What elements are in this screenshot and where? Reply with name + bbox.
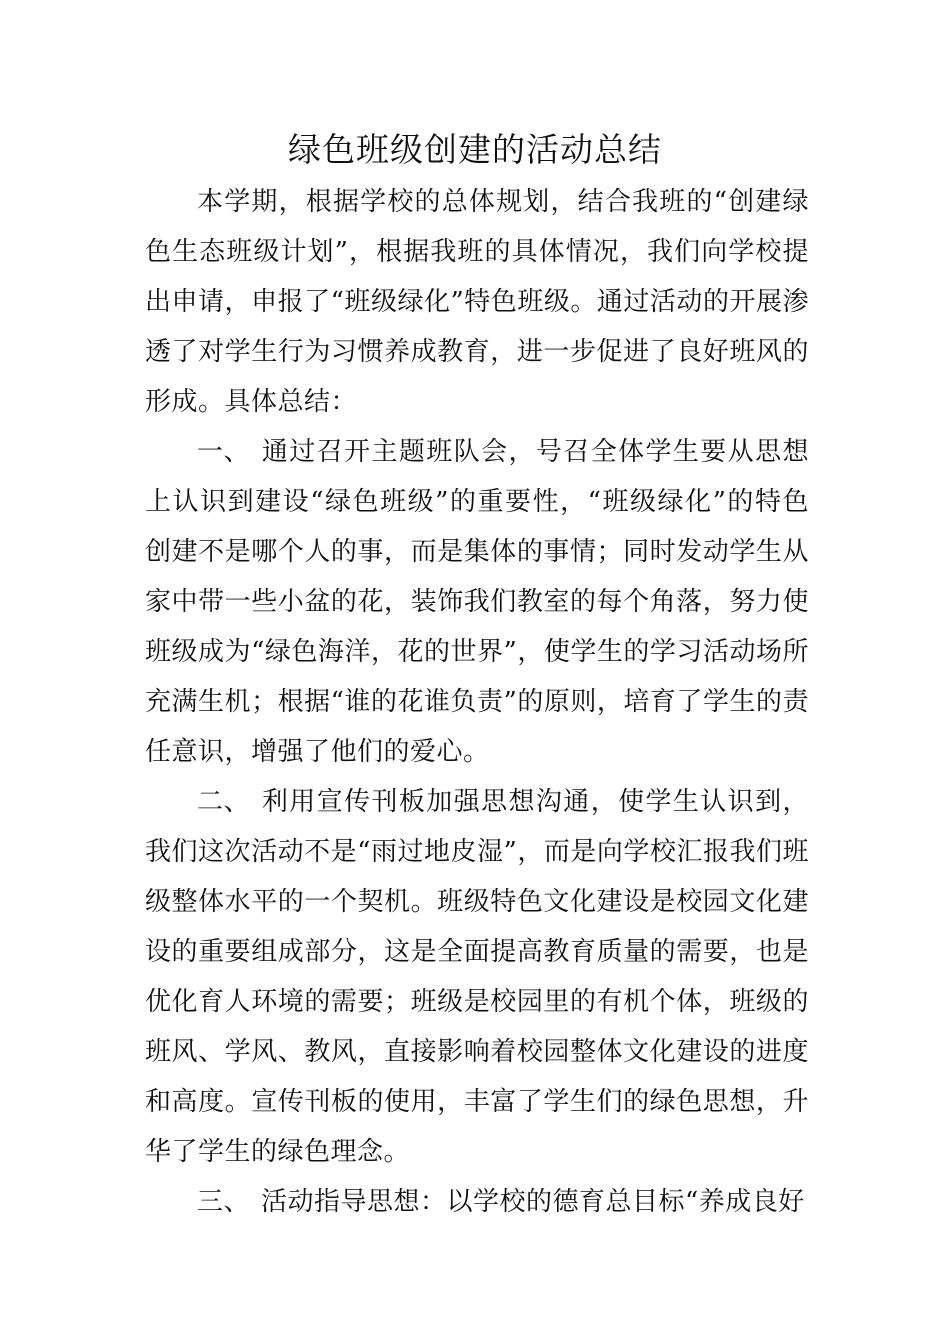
- paragraph-intro: [145, 177, 809, 427]
- paragraph-text: 活动指导思想：以学校的德育总目标“养成良好: [261, 1187, 805, 1217]
- document-title: 绿色班级创建的活动总结: [288, 130, 662, 169]
- paragraph-section-1: [145, 427, 809, 777]
- paragraph-section-2: [145, 777, 809, 1177]
- paragraph-section-3: [145, 1177, 809, 1227]
- paragraph-text: 本学期，根据学校的总体规划，结合我班的“创建绿色生态班级计划”，根据我班的具体情况，我们向学校提出申请，申报了“班级绿化”特色班级。通过活动的开展渗透了对学生行为习惯养成教育，进一步促进了良好班风的形成。具体总结：: [145, 187, 809, 417]
- section-number: 二、: [197, 787, 251, 817]
- section-number: 一、: [197, 437, 251, 467]
- section-number: 三、: [197, 1187, 251, 1217]
- paragraph-text: 利用宣传刊板加强思想沟通，使学生认识到，我们这次活动不是“雨过地皮湿”，而是向学校汇报我们班级整体水平的一个契机。班级特色文化建设是校园文化建设的重要组成部分，这是全面提高教育质量的需要，也是优化育人环境的需要；班级是校园里的有机个体，班级的班风、学风、教风，直接影响着校园整体文化建设的进度和高度。宣传刊板的使用，丰富了学生们的绿色思想，升华了学生的绿色理念。: [145, 787, 809, 1167]
- document-body: [145, 177, 809, 1227]
- paragraph-text: 通过召开主题班队会，号召全体学生要从思想上认识到建设“绿色班级”的重要性，“班级绿化”的特色创建不是哪个人的事，而是集体的事情；同时发动学生从家中带一些小盆的花，装饰我们教室的每个角落，努力使班级成为“绿色海洋，花的世界”，使学生的学习活动场所充满生机；根据“谁的花谁负责”的原则，培育了学生的责任意识，增强了他们的爱心。: [145, 437, 809, 767]
